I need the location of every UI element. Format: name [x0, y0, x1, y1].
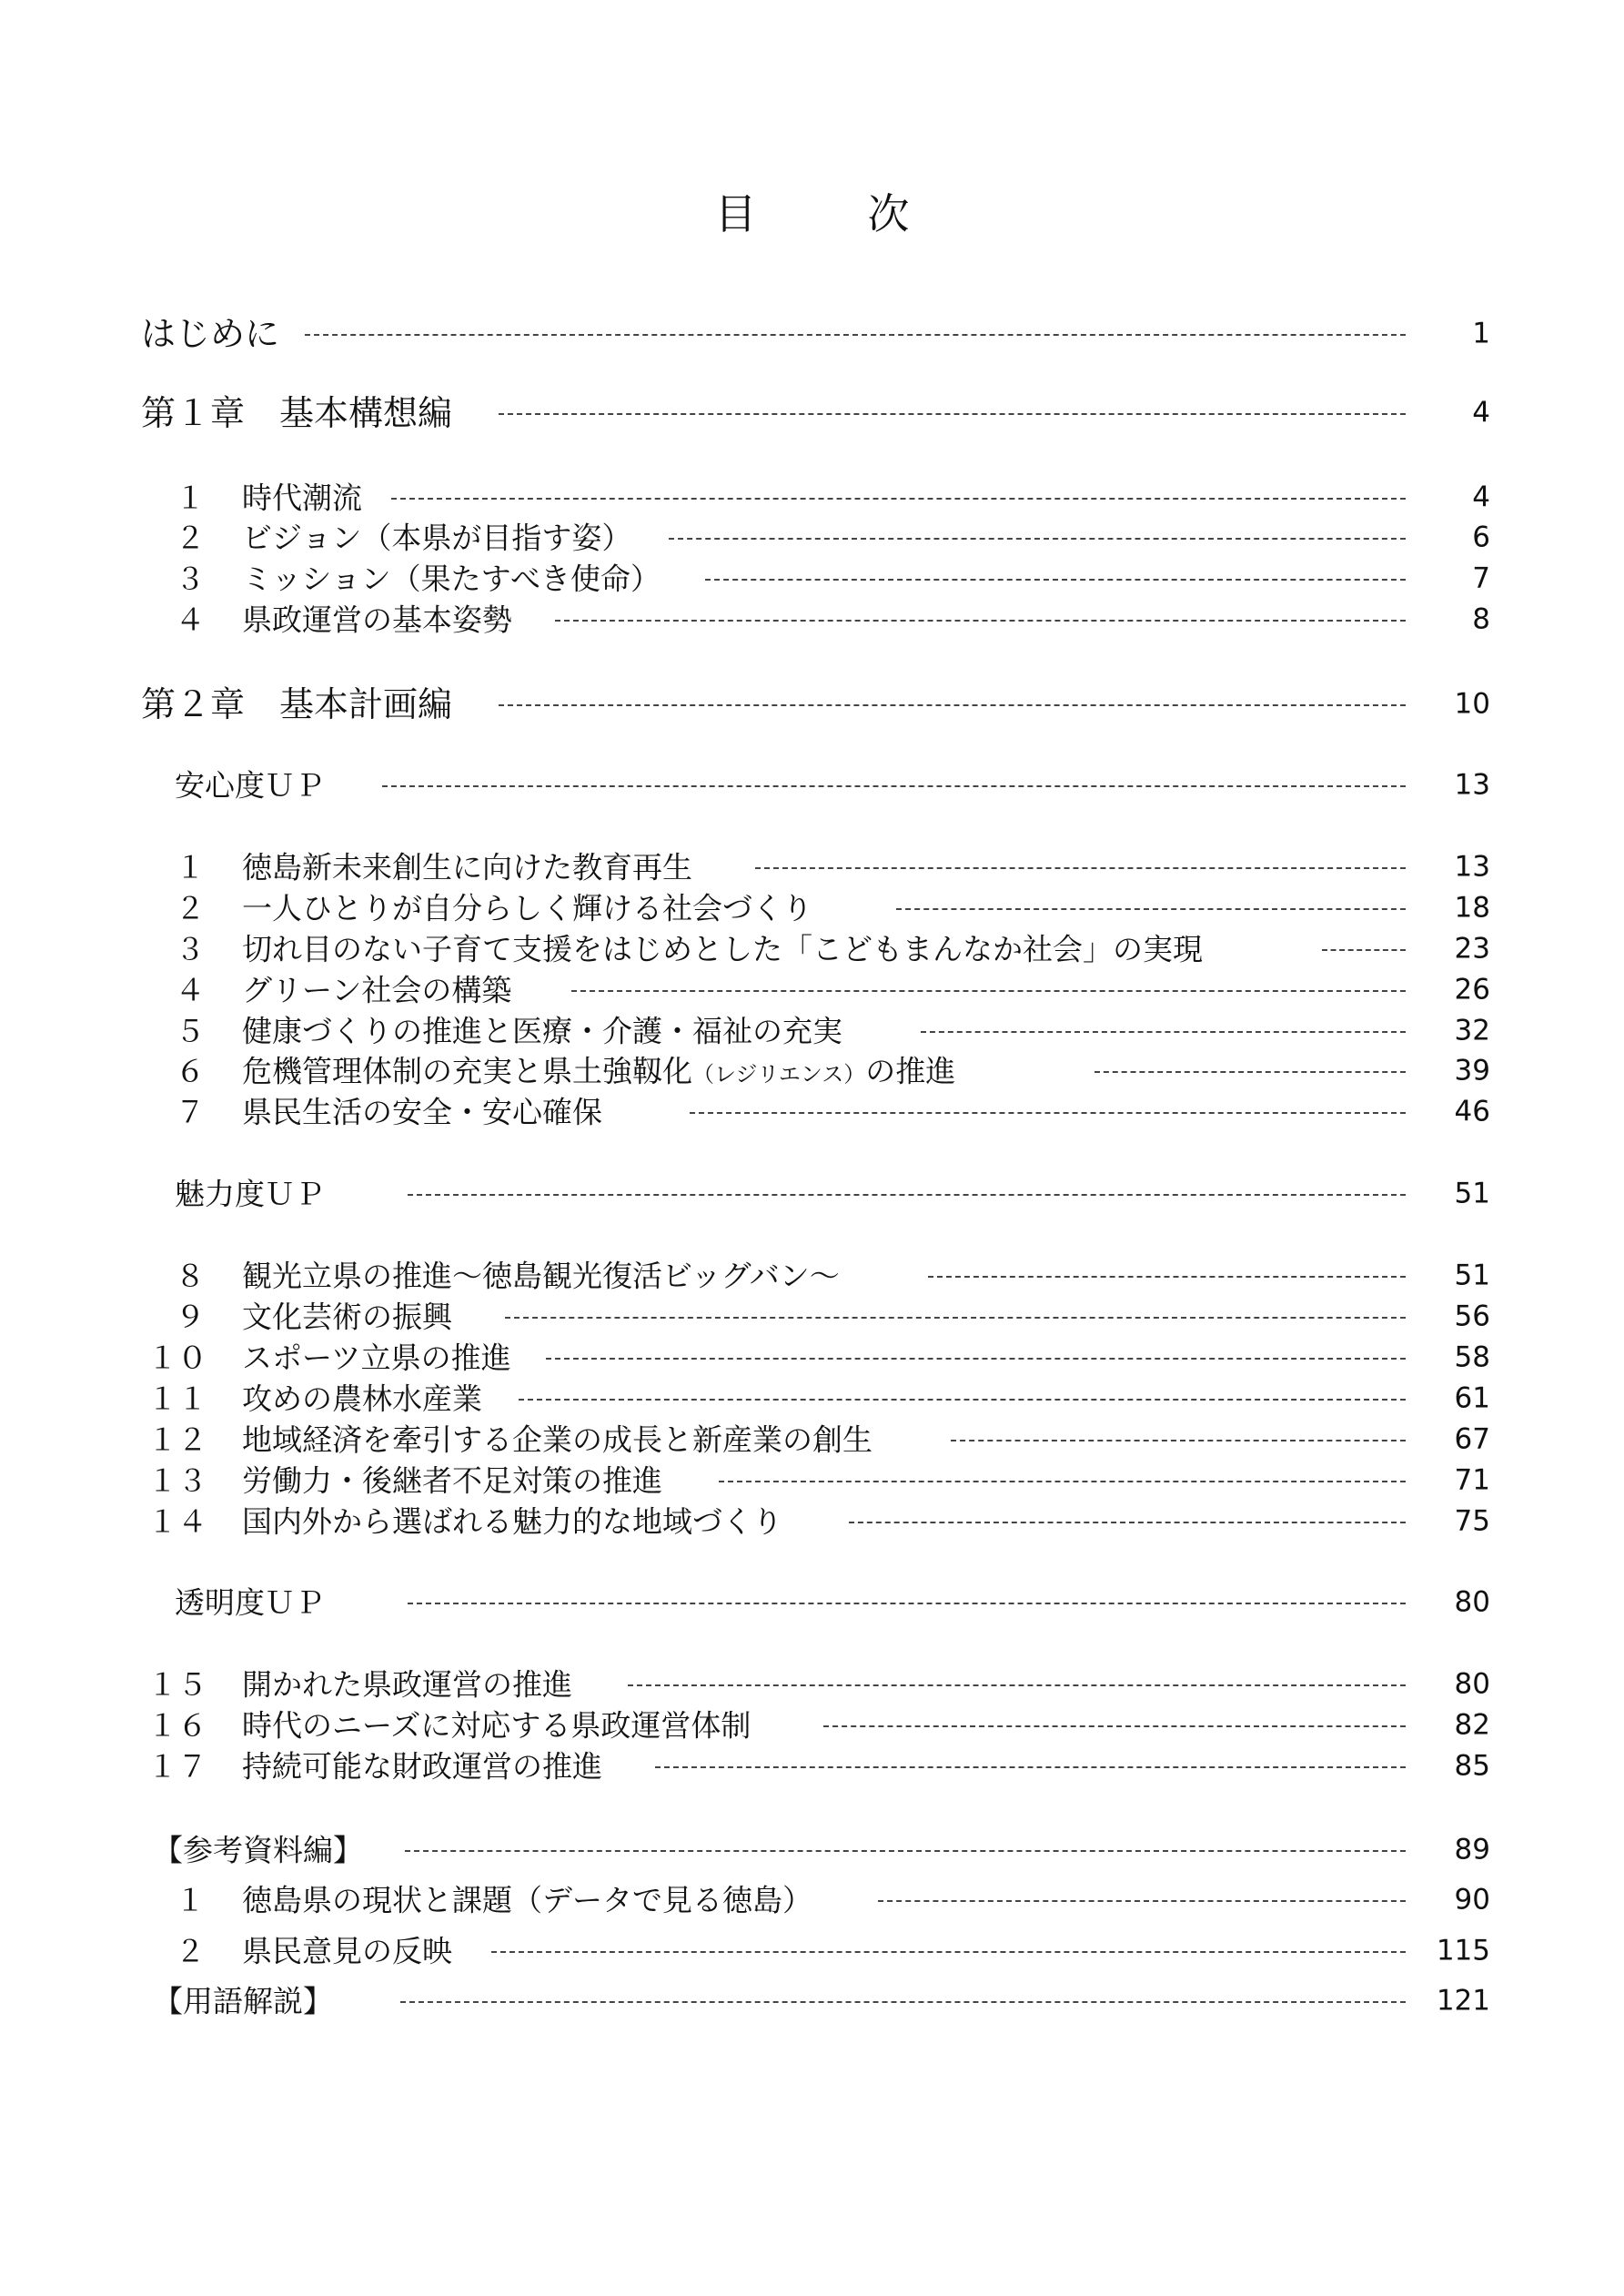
dot-leader [1322, 949, 1406, 951]
toc-entry[interactable] [0, 968, 1624, 1012]
entry-label: はじめに [141, 314, 280, 354]
page-number: 18 [1454, 891, 1490, 925]
dot-leader [719, 1481, 1406, 1482]
dot-leader [896, 908, 1406, 910]
page-number: 80 [1454, 1667, 1490, 1701]
entry-label: 国内外から選ばれる魅力的な地域づくり [242, 1503, 782, 1540]
toc-entry[interactable] [0, 886, 1624, 930]
entry-number: １ [175, 480, 206, 516]
section-label: 安心度ＵＰ [175, 767, 325, 804]
page-number: 90 [1454, 1883, 1490, 1917]
entry-number: １３ [147, 1462, 207, 1499]
dot-leader [628, 1684, 1406, 1686]
dot-leader [491, 1951, 1406, 1953]
entry-number: １２ [147, 1421, 207, 1458]
toc-entry[interactable] [0, 1663, 1624, 1706]
entry-number: １４ [147, 1503, 207, 1540]
toc-entry-intro[interactable] [0, 312, 1624, 356]
toc-entry[interactable] [0, 1009, 1624, 1053]
entry-label: グリーン社会の構築 [242, 972, 512, 1008]
entry-number: ４ [175, 602, 206, 638]
toc-entry[interactable] [0, 1049, 1624, 1093]
dot-leader [400, 2001, 1406, 2003]
page-number: 6 [1472, 521, 1490, 554]
toc-section-anshin[interactable] [0, 764, 1624, 807]
dot-leader [555, 620, 1406, 622]
entry-number: ３ [175, 561, 206, 597]
dot-leader [546, 1358, 1406, 1360]
dot-leader [519, 1399, 1406, 1401]
entry-number: ２ [175, 890, 206, 926]
page-number: 56 [1454, 1300, 1490, 1333]
entry-number: ７ [175, 1094, 206, 1130]
dot-leader [690, 1112, 1406, 1114]
entry-label: 観光立県の推進～徳島観光復活ビッグバン～ [242, 1258, 840, 1294]
entry-label: 文化芸術の振興 [242, 1299, 452, 1335]
entry-label: 第１章 基本構想編 [141, 393, 453, 433]
page-number: 51 [1454, 1259, 1490, 1292]
dot-leader [499, 704, 1406, 706]
entry-label: 県民生活の安全・安心確保 [242, 1094, 602, 1130]
page-number: 61 [1454, 1381, 1490, 1415]
entry-label: 時代潮流 [242, 480, 362, 516]
toc-entry[interactable] [0, 1254, 1624, 1298]
toc-entry[interactable] [0, 476, 1624, 520]
toc-entry[interactable] [0, 1377, 1624, 1421]
entry-label: 【用語解説】 [153, 1983, 333, 2019]
dot-leader [928, 1276, 1406, 1278]
entry-number: ９ [175, 1299, 206, 1335]
toc-entry-chapter1[interactable] [0, 391, 1624, 435]
page-number: 85 [1454, 1749, 1490, 1783]
page-number: 115 [1436, 1934, 1490, 1967]
entry-label: 攻めの農林水産業 [242, 1381, 482, 1417]
dot-leader [755, 867, 1406, 869]
toc-entry[interactable] [0, 1500, 1624, 1543]
dot-leader [408, 1603, 1406, 1604]
dot-leader [669, 538, 1406, 540]
dot-leader [382, 785, 1406, 787]
entry-number: １７ [147, 1748, 207, 1785]
toc-entry[interactable] [0, 1090, 1624, 1134]
section-label: 透明度ＵＰ [175, 1584, 325, 1621]
dot-leader [951, 1440, 1406, 1441]
page-number: 7 [1472, 561, 1490, 595]
entry-label: 開かれた県政運営の推進 [242, 1666, 572, 1703]
page-number: 32 [1454, 1014, 1490, 1047]
dot-leader [849, 1522, 1406, 1523]
page-number: 67 [1454, 1422, 1490, 1456]
page-number: 82 [1454, 1708, 1490, 1742]
entry-label: ビジョン（本県が目指す姿） [242, 520, 632, 556]
entry-label: 地域経済を牽引する企業の成長と新産業の創生 [242, 1421, 873, 1458]
toc-entry[interactable] [0, 1418, 1624, 1462]
dot-leader [921, 1031, 1406, 1033]
page-number: 75 [1454, 1504, 1490, 1538]
entry-label [242, 1053, 956, 1089]
entry-label: 時代のニーズに対応する県政運営体制 [242, 1707, 751, 1744]
entry-label: 持続可能な財政運営の推進 [242, 1748, 602, 1785]
page-number: 89 [1454, 1833, 1490, 1866]
entry-number: ６ [175, 1053, 206, 1089]
entry-label: 県民意見の反映 [242, 1933, 452, 1969]
page-number: 51 [1454, 1177, 1490, 1210]
entry-label-main: 危機管理体制の充実と県土強靱化 [242, 1053, 692, 1089]
entry-number: ８ [175, 1258, 206, 1294]
toc-entry[interactable] [0, 1745, 1624, 1788]
toc-entry-glossary[interactable] [0, 1979, 1624, 2023]
page-number: 4 [1472, 396, 1490, 430]
page-number: 80 [1454, 1585, 1490, 1619]
entry-number: ２ [175, 1933, 206, 1969]
dot-leader [305, 334, 1406, 336]
entry-label: 労働力・後継者不足対策の推進 [242, 1462, 662, 1499]
entry-number: ３ [175, 931, 206, 967]
dot-leader [571, 990, 1406, 992]
page-number: 121 [1436, 1984, 1490, 2018]
entry-number: １０ [147, 1340, 207, 1376]
entry-label: ミッション（果たすべき使命） [242, 561, 661, 597]
page-number: 4 [1472, 480, 1490, 514]
toc-entry[interactable] [0, 1336, 1624, 1380]
entry-number: １ [175, 1882, 206, 1918]
dot-leader [878, 1900, 1406, 1902]
dot-leader [705, 579, 1406, 581]
dot-leader [499, 413, 1406, 415]
toc-entry[interactable] [0, 1929, 1624, 1973]
toc-entry[interactable] [0, 557, 1624, 601]
toc-entry-appendix[interactable] [0, 1828, 1624, 1872]
entry-number: ５ [175, 1013, 206, 1049]
toc-entry[interactable] [0, 1459, 1624, 1502]
entry-label: 健康づくりの推進と医療・介護・福祉の充実 [242, 1013, 842, 1049]
page-number: 23 [1454, 932, 1490, 966]
entry-number: １ [175, 849, 206, 885]
toc-section-miryoku[interactable] [0, 1172, 1624, 1216]
dot-leader [1094, 1071, 1406, 1073]
entry-label: 切れ目のない子育て支援をはじめとした「こどもまんなか社会」の実現 [242, 931, 1203, 967]
page-number: 1 [1472, 317, 1490, 350]
toc-entry[interactable] [0, 1704, 1624, 1747]
entry-label-note: （レジリエンス） [692, 1061, 866, 1087]
dot-leader [655, 1766, 1406, 1768]
toc-entry[interactable] [0, 845, 1624, 889]
entry-label: 一人ひとりが自分らしく輝ける社会づくり [242, 890, 812, 926]
page-title: 目 次 [714, 188, 944, 238]
entry-number: １１ [147, 1381, 207, 1417]
entry-label: 第２章 基本計画編 [141, 684, 453, 724]
section-label: 魅力度ＵＰ [175, 1176, 325, 1212]
toc-section-tomei[interactable] [0, 1581, 1624, 1624]
entry-label: 徳島県の現状と課題（データで見る徳島） [242, 1882, 812, 1918]
toc-entry[interactable] [0, 927, 1624, 971]
toc-entry[interactable] [0, 1295, 1624, 1339]
toc-entry[interactable] [0, 516, 1624, 560]
toc-entry[interactable] [0, 598, 1624, 642]
page-number: 39 [1454, 1054, 1490, 1087]
dot-leader [823, 1725, 1406, 1727]
page-number: 58 [1454, 1340, 1490, 1374]
page-number: 8 [1472, 602, 1490, 636]
dot-leader [505, 1317, 1406, 1319]
entry-label: 徳島新未来創生に向けた教育再生 [242, 849, 692, 885]
toc-entry[interactable] [0, 1878, 1624, 1922]
entry-number: ４ [175, 972, 206, 1008]
dot-leader [408, 1194, 1406, 1196]
entry-label-suffix: の推進 [865, 1053, 956, 1089]
page-number: 13 [1454, 850, 1490, 884]
toc-entry-chapter2[interactable] [0, 683, 1624, 726]
page-number: 13 [1454, 768, 1490, 802]
page-number: 26 [1454, 973, 1490, 1006]
entry-label: 【参考資料編】 [153, 1832, 363, 1868]
page-number: 10 [1454, 687, 1490, 721]
page-number: 46 [1454, 1095, 1490, 1128]
entry-label: 県政運営の基本姿勢 [242, 602, 512, 638]
entry-number: １６ [147, 1707, 207, 1744]
page-number: 71 [1454, 1463, 1490, 1497]
entry-number: ２ [175, 520, 206, 556]
entry-number: １５ [147, 1666, 207, 1703]
dot-leader [391, 498, 1406, 500]
dot-leader [405, 1850, 1406, 1852]
entry-label: スポーツ立県の推進 [242, 1340, 511, 1376]
